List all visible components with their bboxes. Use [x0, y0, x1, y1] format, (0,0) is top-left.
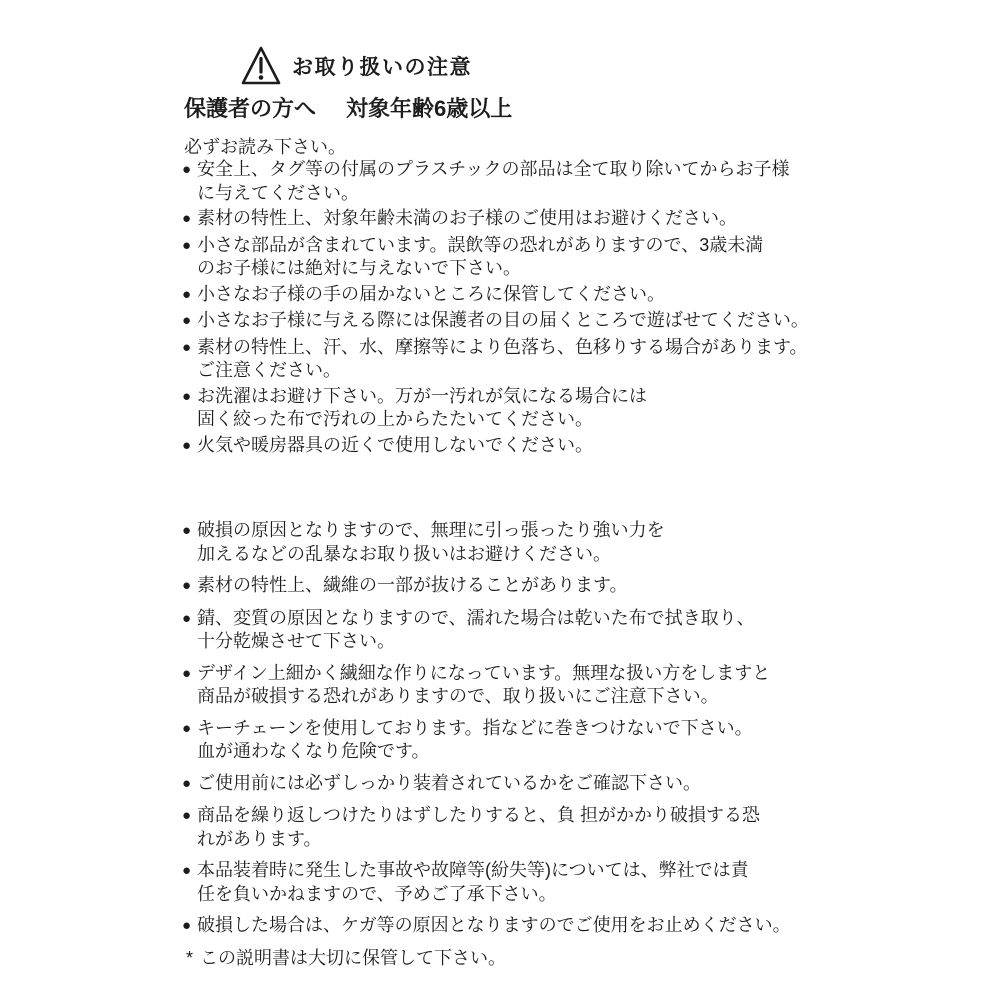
- precaution-text: 破損した場合は、ケガ等の原因となりますのでご使用をお止めください。: [197, 915, 791, 935]
- bullet-icon: ●: [182, 774, 192, 792]
- precaution-text: デザイン上細かく繊細な作りになっています。無理な扱い方をしますと: [197, 662, 771, 683]
- bullet-icon: ●: [182, 161, 192, 178]
- precaution-item: [182, 717, 791, 763]
- precaution-item: [182, 385, 809, 431]
- precaution-text: 任を負いかねますので、予めご了承下さい。: [197, 883, 557, 904]
- bullet-icon: ●: [182, 664, 192, 682]
- precaution-item: [182, 309, 809, 333]
- bullet-icon: ●: [182, 917, 192, 934]
- asterisk-marker: *: [186, 947, 194, 968]
- footnote-text: この説明書は大切に保管して下さい。: [200, 947, 507, 968]
- precaution-item: [182, 804, 791, 850]
- footnote: [182, 947, 791, 970]
- precaution-text: 商品が破損する恐れがありますので、取り扱いにご注意下さい。: [197, 686, 719, 706]
- warning-triangle-icon: [241, 45, 281, 87]
- precaution-text: のお子様には絶対に与えないで下さい。: [197, 258, 521, 278]
- bullet-icon: ●: [182, 609, 192, 627]
- precaution-text: 素材の特性上、対象年齢未満のお子様のご使用はお避けください。: [197, 208, 737, 228]
- precaution-text: 血が通わなくなり危険です。: [197, 741, 430, 761]
- precaution-text: 破損の原因となりますので、無理に引っ張ったり強い力を: [197, 520, 665, 540]
- bullet-icon: ●: [182, 338, 192, 356]
- precaution-text: 本品装着時に発生した事故や故障等(紛失等)については、弊社では責: [197, 860, 749, 880]
- age-range-label: 対象年齢6歳以上: [346, 96, 513, 121]
- precaution-item: [182, 607, 791, 653]
- precaution-text: 加えるなどの乱暴なお取り扱いはお避けください。: [197, 543, 611, 564]
- bullet-icon: ●: [182, 577, 192, 594]
- precaution-text: 小さな部品が含まれています。誤飲等の恐れがありますので、3歳未満: [197, 234, 764, 255]
- precaution-text: 錆、変質の原因となりますので、濡れた場合は乾いた布で拭き取り、: [197, 607, 755, 628]
- precaution-item: [182, 158, 809, 204]
- precaution-item: [182, 234, 809, 280]
- precaution-list-product: [182, 519, 791, 969]
- bullet-icon: ●: [182, 285, 192, 303]
- bullet-icon: ●: [182, 312, 192, 329]
- precaution-text: に与えてください。: [197, 182, 359, 203]
- bullet-icon: ●: [182, 436, 192, 454]
- precaution-list-general: [182, 158, 809, 460]
- read-notice: 必ずお読み下さい。: [184, 137, 346, 157]
- bullet-icon: ●: [182, 862, 192, 879]
- precaution-item: [182, 914, 791, 938]
- precaution-text: 小さなお子様に与える際には保護者の目の届くところで遊ばせてください。: [197, 310, 809, 330]
- bullet-icon: ●: [182, 807, 192, 824]
- bullet-icon: ●: [182, 719, 192, 737]
- precaution-text: 安全上、タグ等の付属のプラスチックの部品は全て取り除いてからお子様: [197, 159, 790, 179]
- precaution-text: 商品を繰り返しつけたりはずしたりすると、負 担がかかり破損する恐: [197, 805, 760, 825]
- precaution-text: ご使用前には必ずしっかり装着されているかをご確認下さい。: [197, 772, 701, 793]
- precaution-item: [182, 434, 809, 458]
- bullet-icon: ●: [182, 522, 192, 539]
- precaution-item: [182, 859, 791, 905]
- bullet-icon: ●: [182, 210, 192, 227]
- precaution-item: [182, 336, 809, 382]
- precaution-text: ご注意ください。: [197, 360, 341, 380]
- precaution-text: お洗濯はお避け下さい。万が一汚れが気になる場合には: [197, 385, 647, 406]
- bullet-icon: ●: [182, 236, 192, 254]
- audience-label: 保護者の方へ: [184, 96, 317, 121]
- caution-header: [241, 45, 472, 87]
- precaution-text: キーチェーンを使用しております。指などに巻きつけないで下さい。: [197, 717, 753, 738]
- audience-line: [184, 92, 512, 123]
- page-title: お取り扱いの注意: [292, 56, 472, 79]
- precaution-text: 素材の特性上、汗、水、摩擦等により色落ち、色移りする場合があります。: [197, 336, 808, 357]
- precaution-text: 素材の特性上、繊維の一部が抜けることがあります。: [197, 575, 628, 595]
- precaution-text: 十分乾燥させて下さい。: [197, 631, 395, 651]
- precaution-item: [182, 772, 791, 796]
- precaution-text: 火気や暖房器具の近くで使用しないでください。: [197, 434, 593, 455]
- precaution-text: 小さなお子様の手の届かないところに保管してください。: [197, 283, 665, 304]
- precaution-item: [182, 519, 791, 565]
- precaution-item: [182, 207, 809, 231]
- precaution-item: [182, 662, 791, 708]
- precaution-item: [182, 574, 791, 598]
- bullet-icon: ●: [182, 387, 192, 405]
- precaution-text: 固く絞った布で汚れの上からたたいてください。: [197, 409, 593, 429]
- precaution-text: れがあります。: [197, 828, 322, 849]
- precaution-item: [182, 283, 809, 307]
